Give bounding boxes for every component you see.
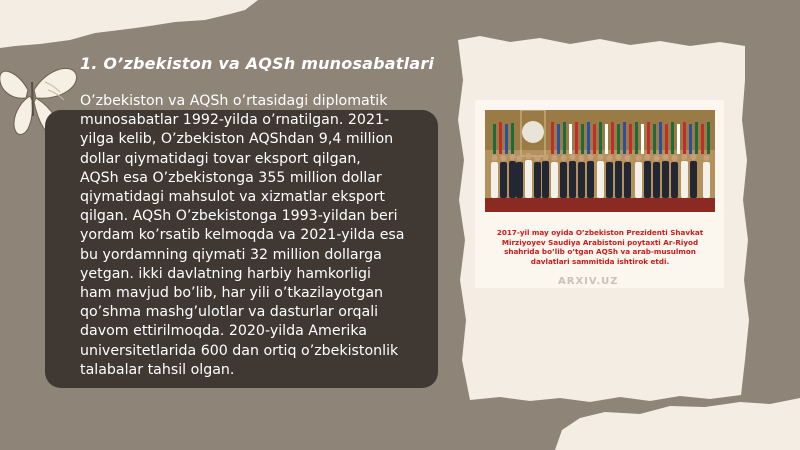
body-paragraph: O’zbekiston va AQSh o’rtasidagi diplomatik munosabatlar 1992-yilda o’rnatilgan. 2021- yilga kelib, O’zbekiston AQShdan 9,4 million dollar qiymatidagi tovar eksport qilgan, AQSh esa O’zbekistonga 355 million dollar qiymatidagi mahsulot va xizmatlar eksport qilgan. AQSh O’zbekistonga 1993-yildan beri yordam ko’rsatib kelmoqda va 2021-yilda esa bu yordamning qiymati 32 million dollarga yetgan. ikki davlatning harbiy hamkorligi ham mavjud bo’lib, har yili o’tkazilayotgan qo’shma mashg’ulotlar va dasturlar orqali davom ettirilmoqda. 2020-yilda Amerika universitetlarida 600 dan ortiq o’zbekistonlik talabalar tahsil olgan. (80, 93, 405, 378)
photo-caption: 2017-yil may oyida O’zbekiston Prezidenti Shavkat Mirziyoyev Saudiya Arabistoni poytaxti Ar-Riyod shahrida bo’lib o’tgan AQSh va arab-musulmon davlatlari sammitida ishtirok etdi. (496, 228, 704, 266)
summit-photo (485, 110, 715, 212)
slide-heading: 1. O’zbekiston va AQSh munosabatlari (80, 54, 435, 73)
watermark-text: ARXIV.UZ (558, 276, 619, 287)
